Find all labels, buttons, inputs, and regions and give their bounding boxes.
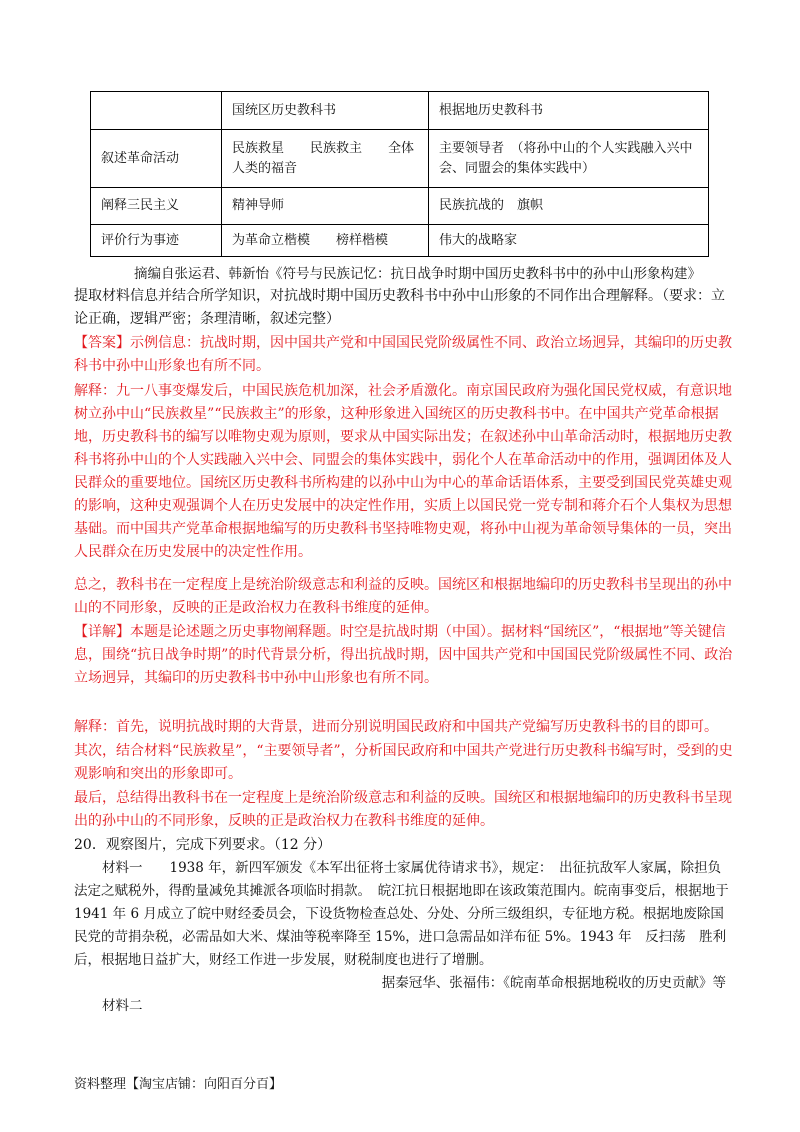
table-cell-base: 伟大的战略家 — [429, 225, 709, 257]
detail-paragraph — [74, 621, 734, 690]
table-cell-kmt: 为革命立楷模 榜样楷模 — [222, 225, 429, 257]
table-cell-kmt: 精神导师 — [222, 188, 429, 225]
table-cell-kmt: 民族救星 民族救主 全体人类的福音 — [222, 130, 429, 188]
answer-paragraph — [74, 332, 734, 378]
answer-explanation: 解释：九一八事变爆发后，中国民族危机加深，社会矛盾激化。南京国民政府为强化国民党权威，有意识地树立孙中山“民族救星”“民族救主”的形象，这种形象进入国统区的历史教科书中。在中国共产党革命根据地，历史教科书的编写以唯物史观为原则，要求从中国实际出发；在叙述孙中山革命活动时，根据地历史教科书将孙中山的个人实践融入兴中会、同盟会的集体实践中，弱化个人在革命活动中的作用，强调团体及人民群众的重要地位。国统区历史教科书所构建的以孙中山为中心的革命话语体系，主要受到国民党英雄史观的影响，这种史观强调个人在历史发展中的决定性作用，实质上以国民党一党专制和蒋介石个人集权为思想基础。而中国共产党革命根据地编写的历史教科书坚持唯物史观，将孙中山视为革命领导集体的一员，突出人民群众在历史发展中的决定性作用。 — [74, 383, 732, 560]
material-source-1: 摘编自张运君、韩新怡《符号与民族记忆：抗日战争时期中国历史教科书中的孙中山形象构建》 — [134, 266, 701, 282]
detail-tag: 【详解】 — [74, 624, 130, 640]
table-row — [91, 188, 709, 225]
question-20-title: 20．观察图片，完成下列要求。（12 分） — [74, 837, 332, 853]
table-row-label: 阐释三民主义 — [91, 188, 222, 225]
detail-text: 本题是论述题之历史事物阐释题。时空是抗战时期（中国）。据材料“国统区”，“根据地”等关键信息，围绕“抗日战争时期”的时代背景分析，得出抗战时期，因中国共产党和中国国民党阶级属性不同、政治立场迥异，其编印的历史教科书中孙中山形象也有所不同。 — [74, 624, 733, 686]
table-header-base: 根据地历史教科书 — [429, 92, 709, 130]
material-1: 材料一 1938 年，新四军颁发《本军出征将士家属优待请求书》，规定： 出征抗敌军人家属，除担负法定之赋税外，得酌量减免其摊派各项临时捐款。 皖江抗日根据地即在该政策范围内。皖南事变后，根据地于 1941 年 6 月成立了皖中财经委员会，下设货物检查总处、分处、分所三级组织，专征地方税。根据地废除国民党的苛捐杂税，必需品如大米、煤油等税率降至 15%，进口急需品如洋布征 5%。1943 年 反扫荡 胜利后，根据地日益扩大，财经工作进一步发展，财税制度也进行了增删。 — [74, 860, 729, 968]
table-row-label: 评价行为事迹 — [91, 225, 222, 257]
table-row — [91, 225, 709, 257]
material-2-label: 材料二 — [102, 998, 143, 1014]
detail-step-1: 解释：首先，说明抗战时期的大背景，进而分别说明国民政府和中国共产党编写历史教科书的目的即可。 — [74, 719, 718, 735]
footer-note: 资料整理【淘宝店铺：向阳百分百】 — [74, 1077, 283, 1092]
material-source-2: 据秦冠华、张福伟：《皖南革命根据地税收的历史贡献》等 — [381, 975, 726, 991]
table-cell-base: 民族抗战的 旗帜 — [429, 188, 709, 225]
table-row — [91, 130, 709, 188]
answer-summary: 总之，教科书在一定程度上是统治阶级意志和利益的反映。国统区和根据地编印的历史教科书呈现出的孙中山的不同形象，反映的正是政治权力在教科书维度的延伸。 — [74, 577, 732, 616]
question-text: 提取材料信息并结合所学知识，对抗战时期中国历史教科书中孙中山形象的不同作出合理解释。（要求：立论正确，逻辑严密；条理清晰，叙述完整） — [74, 288, 725, 327]
table-header-kmt: 国统区历史教科书 — [222, 92, 429, 130]
table-header-row — [91, 92, 709, 130]
answer-tag: 【答案】 — [74, 335, 130, 351]
detail-step-3: 最后，总结得出教科书在一定程度上是统治阶级意志和利益的反映。国统区和根据地编印的历史教科书呈现出的孙中山的不同形象，反映的正是政治权力在教科书维度的延伸。 — [74, 790, 732, 829]
table-corner-cell — [91, 92, 222, 130]
detail-step-2: 其次，结合材料“民族救星”，“主要领导者”，分析国民政府和中国共产党进行历史教科书编写时，受到的史观影响和突出的形象即可。 — [74, 743, 733, 782]
table-row-label: 叙述革命活动 — [91, 130, 222, 188]
answer-text: 示例信息：抗战时期，因中国共产党和中国国民党阶级属性不同、政治立场迥异，其编印的历史教科书中孙中山形象也有所不同。 — [74, 335, 732, 374]
textbook-comparison-table — [90, 91, 709, 257]
table-cell-base: 主要领导者 （将孙中山的个人实践融入兴中会、同盟会的集体实践中） — [429, 130, 709, 188]
